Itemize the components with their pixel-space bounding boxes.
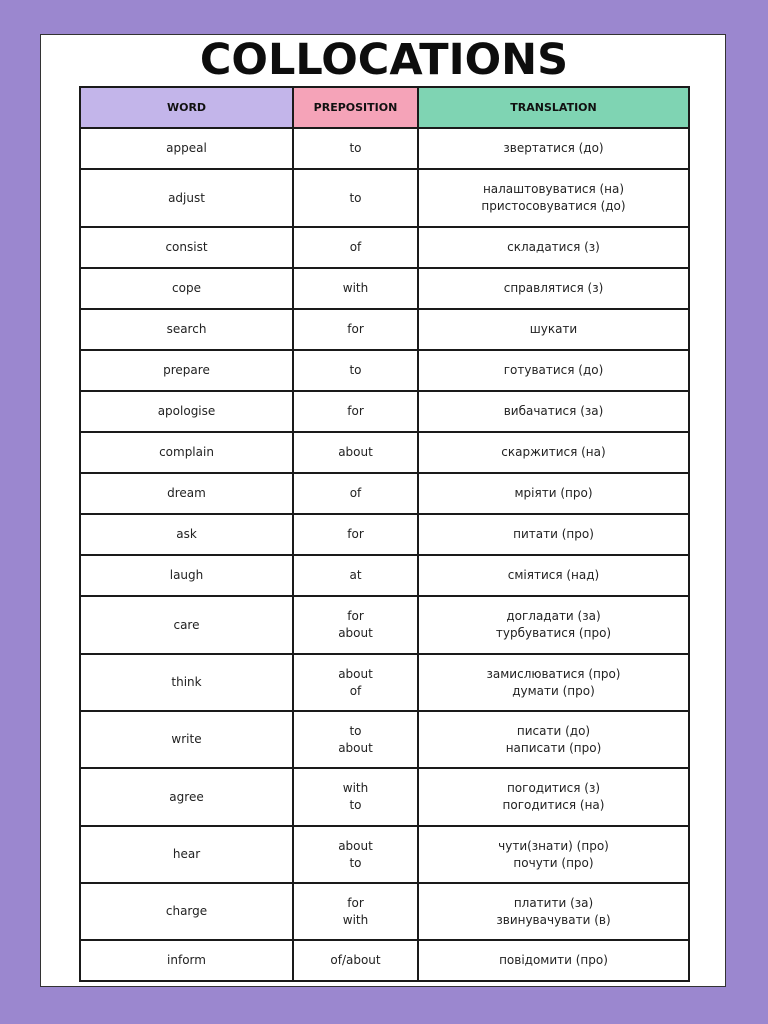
translation-text: готуватися (до) — [503, 363, 604, 377]
preposition-text: to — [349, 798, 362, 812]
translation-cell — [418, 128, 689, 169]
translation-cell — [418, 940, 689, 981]
translation-text: погодитися (з) — [506, 781, 601, 795]
preposition-text: of — [349, 240, 362, 254]
word-cell: hear — [80, 826, 293, 883]
translation-cell — [418, 309, 689, 350]
word-cell: laugh — [80, 555, 293, 596]
word-cell: appeal — [80, 128, 293, 169]
translation-cell — [418, 268, 689, 309]
preposition-text: with — [342, 281, 369, 295]
word-cell: think — [80, 654, 293, 711]
translation-text: звертатися (до) — [503, 141, 604, 155]
word-cell: prepare — [80, 350, 293, 391]
translation-text: написати (про) — [505, 740, 602, 755]
preposition-text: at — [349, 568, 362, 582]
preposition-text: for — [347, 895, 364, 910]
translation-text: скаржитися (на) — [501, 445, 606, 459]
preposition-text: to — [349, 363, 362, 377]
word-cell: adjust — [80, 169, 293, 227]
translation-cell — [418, 350, 689, 391]
translation-text: догладати (за) — [506, 609, 601, 623]
translation-cell — [418, 432, 689, 473]
preposition-text: to — [349, 141, 362, 155]
translation-cell — [418, 555, 689, 596]
preposition-text: about — [338, 445, 373, 459]
header-translation: TRANSLATION — [418, 87, 689, 128]
table-row — [80, 711, 689, 768]
preposition-cell — [293, 350, 418, 391]
table-row — [80, 654, 689, 711]
preposition-cell — [293, 555, 418, 596]
word-cell: inform — [80, 940, 293, 981]
translation-text: сміятися (над) — [507, 568, 600, 582]
table-row — [80, 826, 689, 883]
preposition-text: about — [338, 666, 373, 681]
table-row — [80, 768, 689, 826]
word-cell: consist — [80, 227, 293, 268]
translation-text: чути(знати) (про) — [498, 838, 609, 853]
translation-text: погодитися (на) — [502, 798, 605, 812]
translation-text: почути (про) — [513, 855, 594, 870]
table-row — [80, 169, 689, 227]
translation-cell — [418, 391, 689, 432]
translation-text: налаштовуватися (на) — [482, 182, 625, 196]
header-preposition: PREPOSITION — [293, 87, 418, 128]
translation-cell — [418, 654, 689, 711]
translation-text: повідомити (про) — [499, 953, 608, 967]
translation-text: мріяти (про) — [514, 486, 593, 500]
translation-text: турбуватися (про) — [495, 626, 612, 640]
header-word: WORD — [80, 87, 293, 128]
word-cell: care — [80, 596, 293, 654]
translation-text: шукати — [529, 322, 578, 336]
word-cell: cope — [80, 268, 293, 309]
word-cell: dream — [80, 473, 293, 514]
word-cell: apologise — [80, 391, 293, 432]
preposition-text: about — [338, 740, 373, 755]
translation-cell — [418, 514, 689, 555]
translation-text: пристосовуватися (до) — [481, 199, 626, 213]
table-row — [80, 268, 689, 309]
word-cell: complain — [80, 432, 293, 473]
preposition-cell — [293, 711, 418, 768]
preposition-text: of — [349, 486, 362, 500]
word-cell: ask — [80, 514, 293, 555]
preposition-cell — [293, 940, 418, 981]
preposition-text: for — [347, 609, 364, 623]
table-row — [80, 350, 689, 391]
preposition-cell — [293, 883, 418, 940]
preposition-text: of/about — [330, 953, 381, 967]
preposition-cell — [293, 826, 418, 883]
table-row — [80, 473, 689, 514]
translation-cell — [418, 826, 689, 883]
preposition-text: about — [338, 626, 373, 640]
preposition-cell — [293, 128, 418, 169]
preposition-cell — [293, 473, 418, 514]
page-title: COLLOCATIONS — [199, 35, 569, 85]
preposition-text: of — [349, 683, 362, 698]
translation-cell — [418, 227, 689, 268]
preposition-cell — [293, 432, 418, 473]
preposition-text: to — [349, 190, 362, 205]
preposition-cell — [293, 391, 418, 432]
translation-text: писати (до) — [516, 723, 591, 738]
preposition-cell — [293, 654, 418, 711]
translation-text: складатися (з) — [507, 240, 600, 254]
preposition-text: to — [349, 855, 362, 870]
preposition-cell — [293, 768, 418, 826]
preposition-cell — [293, 309, 418, 350]
preposition-text: for — [347, 322, 364, 336]
translation-cell — [418, 169, 689, 227]
translation-text: вибачатися (за) — [503, 404, 604, 418]
word-cell: charge — [80, 883, 293, 940]
table-row — [80, 555, 689, 596]
preposition-cell — [293, 169, 418, 227]
word-cell: search — [80, 309, 293, 350]
word-cell: write — [80, 711, 293, 768]
word-cell: agree — [80, 768, 293, 826]
table-row — [80, 227, 689, 268]
table-row — [80, 883, 689, 940]
table-row — [80, 391, 689, 432]
table-row — [80, 596, 689, 654]
preposition-cell — [293, 514, 418, 555]
translation-text: питати (про) — [513, 527, 594, 541]
preposition-text: about — [338, 838, 373, 853]
preposition-cell — [293, 596, 418, 654]
translation-text: справлятися (з) — [503, 281, 604, 295]
translation-cell — [418, 883, 689, 940]
translation-cell — [418, 473, 689, 514]
preposition-cell — [293, 268, 418, 309]
table-header-row — [80, 87, 689, 128]
table-row — [80, 432, 689, 473]
preposition-cell — [293, 227, 418, 268]
translation-text: платити (за) — [513, 895, 594, 910]
translation-cell — [418, 711, 689, 768]
translation-text: думати (про) — [512, 683, 595, 698]
translation-text: замислюватися (про) — [486, 666, 621, 681]
preposition-text: with — [342, 781, 369, 795]
table-row — [80, 514, 689, 555]
translation-cell — [418, 596, 689, 654]
collocations-table — [79, 86, 690, 982]
translation-cell — [418, 768, 689, 826]
preposition-text: for — [347, 404, 364, 418]
preposition-text: to — [349, 723, 362, 738]
table-row — [80, 309, 689, 350]
preposition-text: with — [342, 912, 369, 927]
translation-text: звинувачувати (в) — [496, 912, 611, 927]
table-row — [80, 940, 689, 981]
preposition-text: for — [347, 527, 364, 541]
table-row — [80, 128, 689, 169]
